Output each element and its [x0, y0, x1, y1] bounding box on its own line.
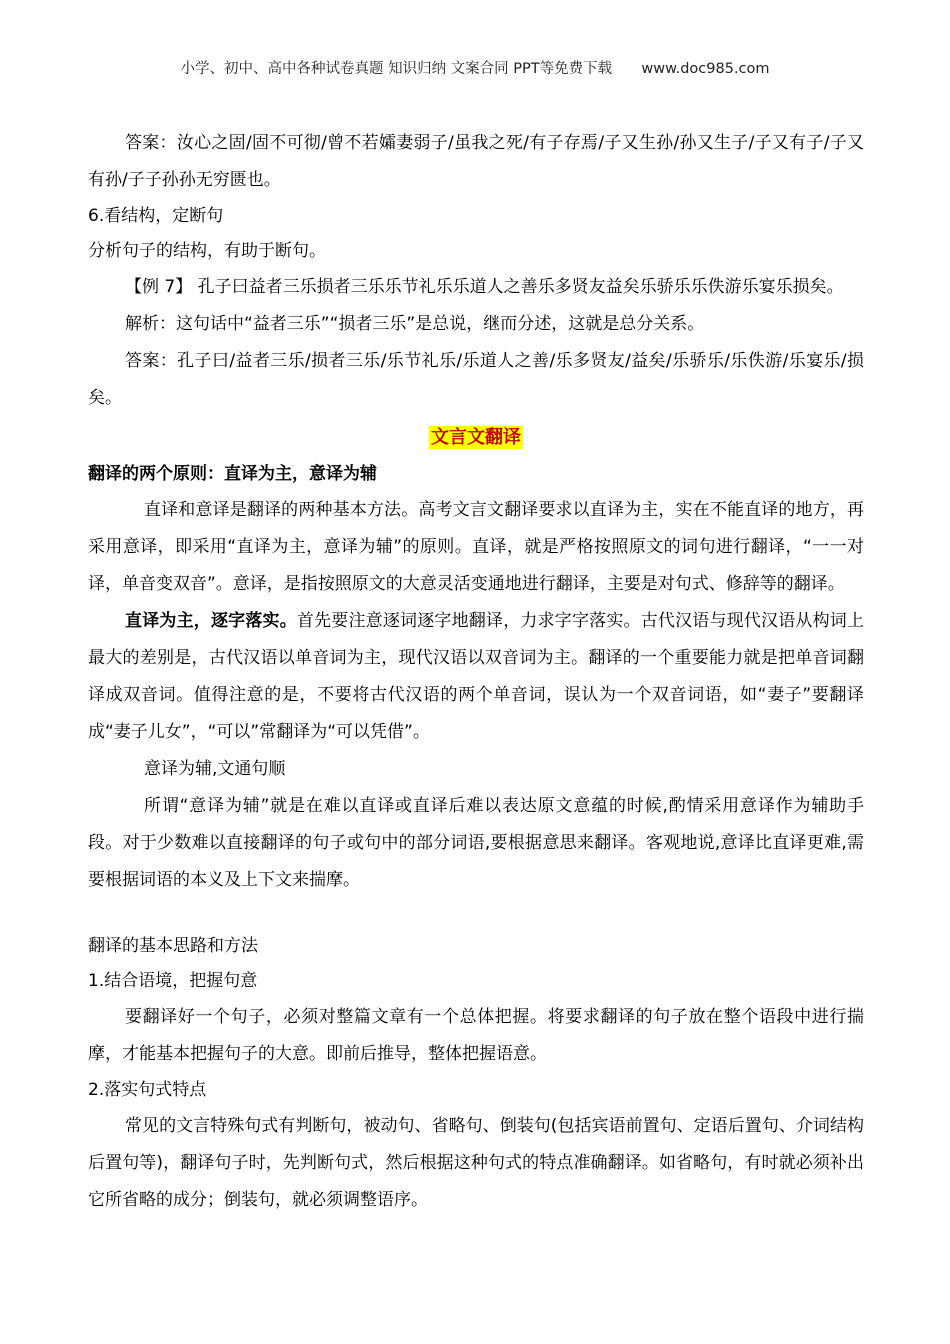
- free-paragraph: 所谓“意译为辅”就是在难以直译或直译后难以表达原文意蕴的时候,酌情采用意译作为辅助手段。对于少数难以直接翻译的句子或句中的部分词语,要根据意思来翻译。客观地说,意译比直译更难,需要根据词语的本义及上下文来揣摩。: [88, 796, 864, 890]
- section-6-desc: 分析句子的结构，有助于断句。: [88, 241, 326, 261]
- method-1-paragraph: 要翻译好一个句子，必须对整篇文章有一个总体把握。将要求翻译的句子放在整个语段中进行揣摩，才能基本把握句子的大意。即前后推导，整体把握语意。: [88, 1007, 864, 1064]
- answer-paragraph-2: 答案：孔子曰/益者三乐/损者三乐/乐节礼乐/乐道人之善/乐多贤友/益矣/乐骄乐/乐佚游/乐宴乐/损矣。: [88, 351, 864, 408]
- document-body: [88, 125, 864, 1219]
- free-heading: 意译为辅,文通句顺: [144, 759, 286, 779]
- principles-paragraph: 直译和意译是翻译的两种基本方法。高考文言文翻译要求以直译为主，实在不能直译的地方，再采用意译，即采用“直译为主，意译为辅”的原则。直译，就是严格按照原文的词句进行翻译，“一一对译，单音变双音”。意译，是指按照原文的大意灵活变通地进行翻译，主要是对句式、修辞等的翻译。: [88, 500, 864, 594]
- principles-heading: 翻译的两个原则：直译为主，意译为辅: [88, 464, 377, 484]
- example-7-paragraph: [88, 269, 864, 306]
- method-2-paragraph: 常见的文言特殊句式有判断句，被动句、省略句、倒装句(包括宾语前置句、定语后置句、介词结构后置句等)，翻译句子时，先判断句式，然后根据这种句式的特点准确翻译。如省略句，有时就必须补出它所省略的成分；倒装句，就必须调整语序。: [88, 1116, 864, 1210]
- translation-title-wrap: [88, 421, 864, 455]
- analysis-paragraph: 解析：这句话中“益者三乐”“损者三乐”是总说，继而分述，这就是总分关系。: [125, 314, 705, 334]
- header-url[interactable]: www.doc985.com: [641, 61, 770, 77]
- method-2-title: 2.落实句式特点: [88, 1080, 207, 1100]
- literal-paragraph: [88, 603, 864, 751]
- literal-text: 首先要注意逐词逐字地翻译，力求字字落实。古代汉语与现代汉语从构词上最大的差别是，古代汉语以单音词为主，现代汉语以双音词为主。翻译的一个重要能力就是把单音词翻译成双音词。值得注意的是，不要将古代汉语的两个单音词，误认为一个双音词语，如“妻子”要翻译成“妻子儿女”，“可以”常翻译为“可以凭借”。: [88, 611, 864, 742]
- header-text: 小学、初中、高中各种试卷真题 知识归纳 文案合同 PPT等免费下载: [180, 61, 613, 77]
- methods-heading: 翻译的基本思路和方法: [88, 936, 258, 956]
- page-header: [0, 57, 950, 78]
- spacer: [88, 899, 864, 929]
- example-7-text: 孔子曰益者三乐损者三乐乐节礼乐乐道人之善乐多贤友益矣乐骄乐乐佚游乐宴乐损矣。: [192, 277, 844, 297]
- answer-paragraph-1: 答案：汝心之固/固不可彻/曾不若孀妻弱子/虽我之死/有子存焉/子又生孙/孙又生子/子又有子/子又有孙/子子孙孙无穷匮也。: [88, 133, 864, 190]
- method-1-title: 1.结合语境，把握句意: [88, 971, 258, 991]
- section-6-title: 6.看结构，定断句: [88, 206, 224, 226]
- example-7-label: 【例 7】: [125, 277, 193, 297]
- literal-bold: 直译为主，逐字落实。: [125, 611, 297, 631]
- translation-title: 文言文翻译: [431, 427, 521, 448]
